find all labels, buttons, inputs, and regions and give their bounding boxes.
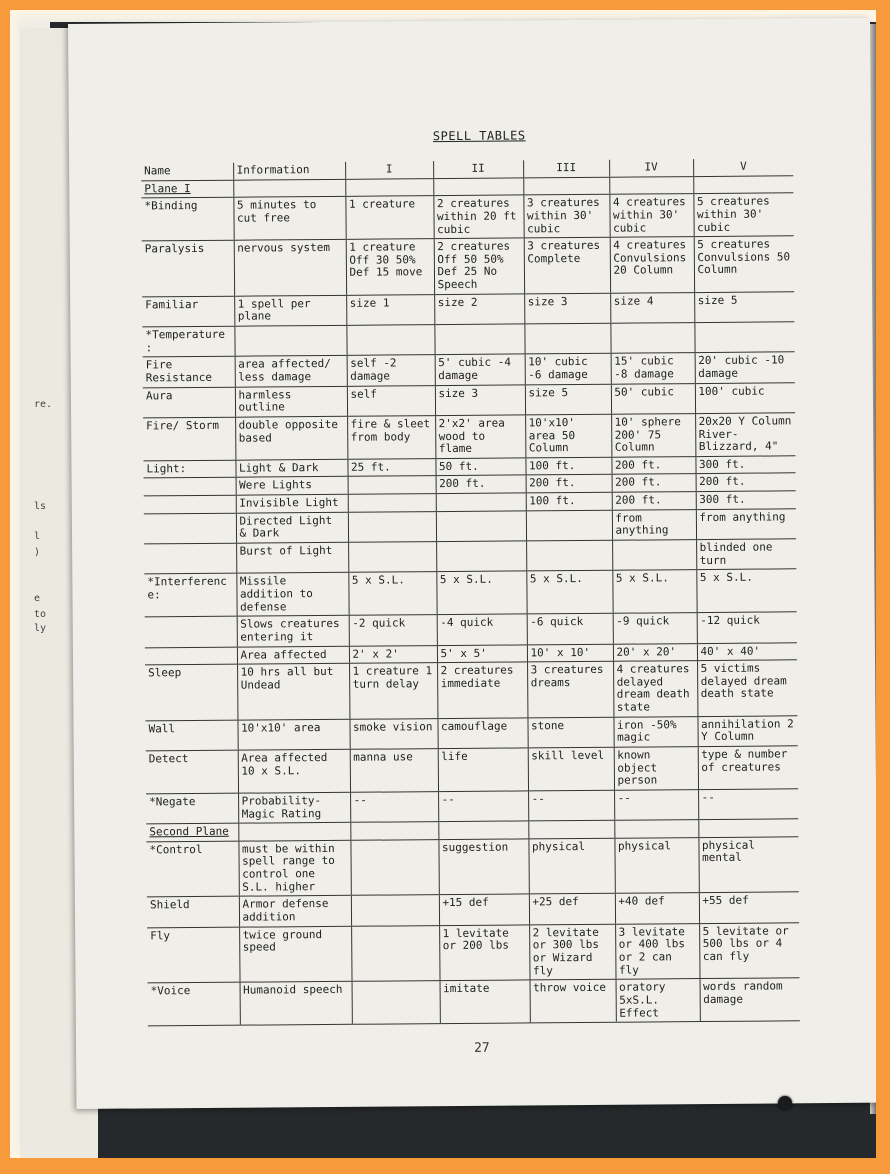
spell-level-cell: -4 quick — [437, 614, 527, 645]
spell-level-cell — [352, 981, 440, 1025]
table-row — [142, 236, 794, 297]
spell-level-cell: 3 creatures Complete — [524, 237, 610, 293]
margin-fragment: e — [34, 593, 41, 604]
spell-level-cell — [694, 322, 794, 353]
table-row — [143, 413, 795, 461]
spell-level-cell — [526, 540, 612, 571]
spell-level-cell: 300 ft. — [695, 456, 795, 474]
spell-level-cell: life — [438, 748, 528, 792]
spell-level-cell: -2 quick — [349, 615, 437, 646]
spell-level-cell: 3 levitate or 400 lbs or 2 can fly — [615, 923, 699, 979]
margin-fragment: ) — [34, 547, 41, 558]
spell-table — [141, 158, 800, 1026]
spell-level-cell: size 2 — [434, 294, 524, 325]
spell-level-cell: smoke vision — [349, 718, 437, 749]
spell-level-cell: 5 x S.L. — [526, 571, 612, 615]
spell-level-cell: iron -50% magic — [613, 716, 697, 747]
spell-info-cell: 10 hrs all but Undead — [237, 663, 349, 719]
spell-level-cell: 5 victims delayed dream death state — [697, 660, 797, 716]
spell-level-cell — [436, 493, 526, 511]
header-level-1: I — [345, 161, 433, 179]
table-row — [141, 193, 793, 241]
spell-info-cell: harmless outline — [235, 386, 347, 417]
spell-info-cell — [234, 325, 346, 356]
spell-level-cell: 2'x2' area wood to flame — [435, 415, 525, 459]
spell-name-cell: *Temperature: — [142, 326, 234, 357]
spell-level-cell: 4 creatures delayed dream death state — [613, 661, 697, 717]
spell-name-cell: Second Plane — [146, 823, 238, 841]
spell-level-cell: 20' x 20' — [613, 643, 697, 661]
spell-level-cell: size 5 — [525, 384, 611, 415]
spell-level-cell — [693, 175, 793, 193]
spell-level-cell — [612, 540, 696, 571]
spell-level-cell: -- — [698, 789, 798, 820]
spell-level-cell: 25 ft. — [347, 458, 435, 476]
spell-name-cell — [144, 478, 236, 496]
spell-level-cell: from anything — [612, 509, 696, 540]
spell-name-cell — [144, 543, 236, 574]
spell-level-cell: -12 quick — [697, 612, 797, 643]
table-row — [146, 746, 798, 794]
spell-level-cell: 50' cubic — [611, 383, 695, 414]
spell-level-cell: 10'x10' area 50 Column — [525, 414, 611, 458]
spell-level-cell: stone — [527, 717, 613, 748]
spell-level-cell: oratory 5xS.L. Effect — [616, 979, 700, 1023]
spell-level-cell: 4 creatures Convulsions 20 Column — [610, 237, 694, 293]
spell-level-cell — [610, 323, 694, 354]
table-row — [145, 660, 797, 721]
spell-level-cell: self -2 damage — [347, 355, 435, 386]
margin-fragment: l — [34, 531, 41, 542]
spell-info-cell: must be within spell range to control one S.L. higher — [238, 840, 350, 896]
spell-level-cell — [351, 895, 439, 926]
spell-name-cell: Fire/ Storm — [143, 417, 235, 461]
margin-fragment: re. — [34, 399, 53, 410]
spell-name-cell: *Binding — [141, 197, 233, 241]
spell-level-cell: -6 quick — [527, 613, 613, 644]
spell-level-cell: self — [347, 385, 435, 416]
margin-fragment: to — [34, 609, 47, 620]
spell-level-cell: 200 ft. — [436, 475, 526, 493]
spell-level-cell: size 1 — [346, 294, 434, 325]
spell-level-cell: 3 creatures dreams — [527, 661, 613, 717]
spell-name-cell: Fly — [147, 927, 239, 983]
spell-level-cell — [348, 494, 436, 512]
spell-level-cell: 5 x S.L. — [348, 572, 436, 616]
spell-level-cell: 2 levitate or 300 lbs or Wizard fly — [529, 924, 615, 980]
spell-level-cell — [350, 839, 438, 895]
spell-info-cell — [233, 179, 345, 198]
table-row — [146, 837, 798, 898]
spell-level-cell: 4 creatures within 30' cubic — [609, 194, 693, 238]
spell-level-cell: physical — [528, 838, 614, 894]
spell-info-cell: 1 spell per plane — [234, 295, 346, 326]
spell-level-cell: 5 x S.L. — [696, 569, 796, 613]
spell-level-cell: -- — [350, 792, 438, 823]
margin-fragment: ls — [34, 501, 47, 512]
spell-level-cell: 5 x S.L. — [612, 570, 696, 614]
spell-level-cell: 5' cubic -4 damage — [435, 354, 525, 385]
spell-info-cell: Probability-Magic Rating — [238, 792, 350, 823]
spell-level-cell: 300 ft. — [696, 491, 796, 509]
spell-info-cell: Invisible Light — [236, 494, 348, 513]
spell-name-cell: Fire Resistance — [143, 357, 235, 388]
spell-level-cell: 5' x 5' — [437, 644, 527, 662]
spell-level-cell: 20' cubic -10 damage — [695, 352, 795, 383]
spell-level-cell — [346, 325, 434, 356]
spell-info-cell: Area affected 10 x S.L. — [238, 749, 350, 793]
spell-level-cell: 100 ft. — [526, 492, 612, 510]
spell-name-cell: Familiar — [142, 296, 234, 327]
spell-name-cell: *Interference: — [144, 573, 236, 617]
spell-level-cell: +40 def — [615, 893, 699, 924]
spell-info-cell: nervous system — [234, 240, 346, 296]
table-row — [148, 978, 800, 1026]
spell-level-cell: manna use — [350, 749, 438, 793]
spell-level-cell: 2 creatures Off 50 50% Def 25 No Speech — [434, 238, 524, 294]
spell-level-cell — [436, 511, 526, 542]
spell-name-cell: Plane I — [141, 180, 233, 198]
spell-name-cell: Sleep — [145, 664, 237, 720]
spell-level-cell — [698, 819, 798, 837]
header-name: Name — [141, 163, 233, 181]
spell-level-cell: skill level — [528, 747, 614, 791]
header-level-5: V — [693, 158, 793, 176]
spell-level-cell: throw voice — [530, 979, 616, 1023]
spell-level-cell: 200 ft. — [526, 475, 612, 493]
spell-level-cell: +15 def — [439, 894, 529, 925]
spell-level-cell — [436, 541, 526, 572]
spell-level-cell: annihilation 2 Y Column — [697, 715, 797, 746]
spell-level-cell: +25 def — [529, 894, 615, 925]
spell-level-cell — [434, 324, 524, 355]
spell-level-cell: 1 levitate or 200 lbs — [439, 925, 529, 981]
spell-info-cell: Were Lights — [236, 477, 348, 496]
spell-level-cell: 10' x 10' — [527, 644, 613, 662]
spell-name-cell — [145, 616, 237, 647]
spell-level-cell — [348, 476, 436, 494]
spell-level-cell: 50 ft. — [435, 458, 525, 476]
spell-name-cell — [144, 495, 236, 513]
page-title: SPELL TABLES — [432, 128, 526, 144]
spell-level-cell: 5 creatures within 30' cubic — [693, 193, 793, 237]
spell-info-cell: Missile addition to defense — [236, 573, 348, 617]
spell-level-cell: 5 levitate or 500 lbs or 4 can fly — [699, 922, 799, 978]
spell-level-cell: size 4 — [610, 292, 694, 323]
spell-level-cell: 5 creatures Convulsions 50 Column — [694, 236, 794, 292]
spell-level-cell: 2 creatures within 20 ft cubic — [433, 195, 523, 239]
spell-name-cell: *Control — [146, 841, 238, 897]
spell-level-cell: -- — [614, 789, 698, 820]
spell-level-cell: 200 ft. — [612, 492, 696, 510]
spell-info-cell: Area affected — [237, 646, 349, 665]
spell-name-cell: Wall — [145, 720, 237, 751]
spell-level-cell: camouflage — [437, 718, 527, 749]
spell-info-cell: area affected/ less damage — [235, 356, 347, 387]
table-row — [147, 922, 799, 983]
spell-level-cell: 100' cubic — [695, 382, 795, 413]
spell-level-cell: 10' cubic -6 damage — [525, 354, 611, 385]
spell-level-cell: suggestion — [438, 839, 528, 895]
spell-level-cell — [438, 821, 528, 839]
spell-level-cell — [614, 820, 698, 838]
spell-level-cell — [348, 542, 436, 573]
spell-level-cell: imitate — [440, 980, 530, 1024]
spell-name-cell: Aura — [143, 387, 235, 418]
spell-info-cell: Slows creatures entering it — [237, 616, 349, 647]
spell-info-cell: Light & Dark — [235, 459, 347, 478]
spell-level-cell: from anything — [696, 509, 796, 540]
spell-level-cell — [350, 822, 438, 840]
spell-info-cell: Directed Light & Dark — [236, 512, 348, 543]
spell-name-cell: Detect — [146, 750, 238, 794]
spell-level-cell: 10' sphere 200' 75 Column — [611, 413, 695, 457]
spell-info-cell: 10'x10' area — [237, 719, 349, 750]
spell-level-cell: 200 ft. — [696, 473, 796, 491]
spell-level-cell — [345, 178, 433, 196]
thumbtack — [778, 1096, 792, 1110]
spell-level-cell — [526, 510, 612, 541]
spell-level-cell: 15' cubic -8 damage — [611, 353, 695, 384]
spell-level-cell: +55 def — [699, 892, 799, 923]
spell-level-cell: 40' x 40' — [697, 642, 797, 660]
spell-level-cell — [609, 176, 693, 194]
spell-info-cell: Armor defense addition — [239, 896, 351, 927]
spell-level-cell: 100 ft. — [525, 457, 611, 475]
spell-level-cell: 5 x S.L. — [436, 571, 526, 615]
spell-level-cell — [528, 820, 614, 838]
spell-level-cell: 200 ft. — [611, 456, 695, 474]
spell-level-cell: size 3 — [524, 293, 610, 324]
margin-fragment: ly — [34, 623, 47, 634]
spell-name-cell: Shield — [147, 897, 239, 928]
spell-level-cell: 1 creature 1 turn delay — [349, 663, 437, 719]
spell-info-cell: 5 minutes to cut free — [233, 197, 345, 241]
spell-info-cell — [238, 822, 350, 841]
spell-level-cell: type & number of creatures — [698, 746, 798, 790]
header-level-2: II — [433, 160, 523, 178]
document-page — [68, 18, 876, 1109]
spell-info-cell: Humanoid speech — [240, 982, 352, 1026]
header-level-3: III — [523, 160, 609, 178]
spell-level-cell: 2' x 2' — [349, 645, 437, 663]
spell-info-cell: twice ground speed — [239, 926, 351, 982]
photo-frame — [10, 10, 876, 1158]
spell-level-cell — [433, 178, 523, 196]
spell-level-cell: known object person — [614, 747, 698, 791]
spell-level-cell: physical — [614, 837, 698, 893]
spell-level-cell: size 5 — [694, 292, 794, 323]
spell-level-cell: 20x20 Y Column River-Blizzard, 4" — [695, 413, 795, 457]
spell-level-cell: 3 creatures within 30' cubic — [523, 195, 609, 239]
spell-name-cell: Paralysis — [142, 240, 234, 296]
header-information: Information — [233, 162, 345, 180]
spell-level-cell — [351, 925, 439, 981]
spell-level-cell: 2 creatures immediate — [437, 662, 527, 718]
spell-name-cell: Light: — [143, 460, 235, 478]
spell-name-cell: *Negate — [146, 793, 238, 824]
table-row — [144, 569, 796, 617]
spell-level-cell: size 3 — [435, 385, 525, 416]
spell-level-cell: 1 creature — [345, 196, 433, 240]
spell-name-cell: *Voice — [148, 982, 240, 1026]
spell-info-cell: Burst of Light — [236, 542, 348, 573]
header-level-4: IV — [609, 159, 693, 177]
spell-level-cell: physical mental — [698, 837, 798, 893]
page-number: 27 — [473, 1040, 490, 1056]
spell-name-cell — [145, 647, 237, 665]
spell-name-cell — [144, 513, 236, 544]
spell-level-cell — [523, 177, 609, 195]
spell-level-cell: blinded one turn — [696, 539, 796, 570]
spell-level-cell — [524, 323, 610, 354]
spell-level-cell: 200 ft. — [612, 474, 696, 492]
spell-level-cell: -9 quick — [613, 613, 697, 644]
spell-level-cell: -- — [438, 791, 528, 822]
spell-info-cell: double opposite based — [235, 416, 347, 460]
spell-level-cell: 1 creature Off 30 50% Def 15 move — [346, 239, 434, 295]
spell-level-cell: fire & sleet from body — [347, 416, 435, 460]
spell-level-cell: -- — [528, 790, 614, 821]
spell-level-cell — [348, 511, 436, 542]
spell-level-cell: words random damage — [700, 978, 800, 1022]
